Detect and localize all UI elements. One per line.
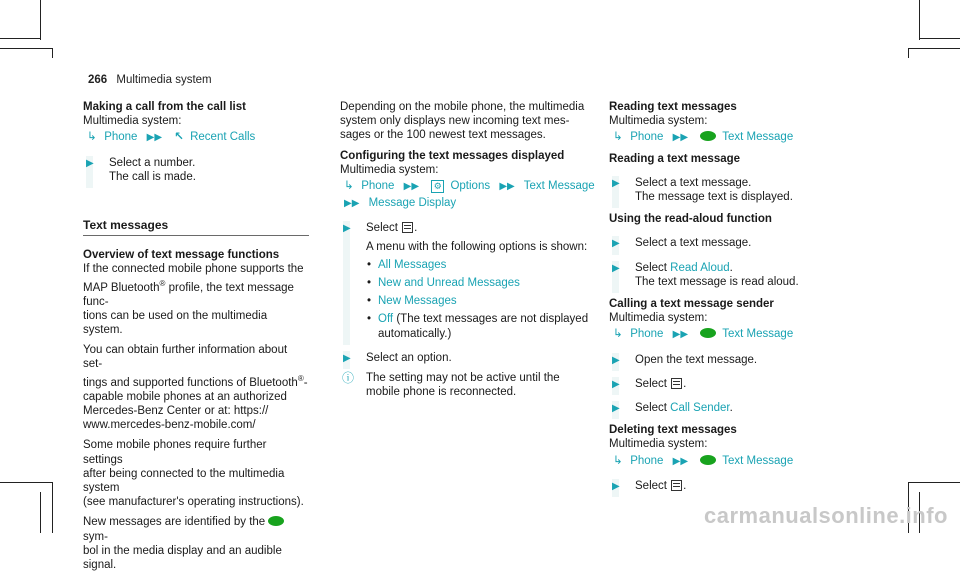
line: Select Call Sender.	[635, 402, 733, 415]
option-all-messages[interactable]: All Messages	[378, 258, 447, 271]
crop-mark	[40, 492, 41, 533]
step-arrow-icon: ▶	[612, 480, 620, 492]
menu-icon	[671, 378, 682, 389]
step-text: Select a text message.	[635, 237, 752, 250]
heading-reading: Reading text messages	[609, 101, 737, 113]
crop-mark	[908, 48, 960, 49]
bullet-icon: •	[367, 313, 372, 326]
bullet-icon: •	[367, 258, 372, 271]
line: www.mercedes-benz-mobile.com/	[83, 419, 256, 432]
step	[609, 176, 871, 204]
text: -	[303, 376, 308, 389]
text: Select	[635, 261, 667, 274]
step-arrow-icon: ▶	[612, 378, 620, 390]
text: (The text messages are not displayed	[393, 313, 589, 326]
path-text-message[interactable]: Text Message	[722, 328, 794, 341]
running-header	[88, 74, 212, 86]
path-separator-icon: ▶▶	[672, 132, 689, 144]
column-2	[340, 100, 602, 399]
text: Select	[635, 402, 667, 415]
path-text-message[interactable]: Text Message	[722, 131, 794, 144]
call-sender-link[interactable]: Call Sender	[670, 402, 730, 415]
header-title: Multimedia system	[116, 74, 212, 86]
paragraph	[83, 515, 309, 572]
call-list-icon: ↖	[174, 131, 184, 144]
text: automatically.)	[378, 327, 452, 340]
step	[340, 221, 602, 340]
message-icon	[268, 516, 284, 526]
path-phone[interactable]: Phone	[630, 454, 664, 467]
text: tings and supported functions of Bluetooth	[83, 376, 298, 389]
menu-icon	[402, 222, 413, 233]
note	[340, 371, 602, 399]
system-label: Multimedia system:	[83, 115, 182, 128]
line	[83, 277, 309, 309]
list-item	[366, 276, 602, 290]
paragraph	[83, 438, 309, 509]
option-new-unread[interactable]: New and Unread Messages	[378, 277, 520, 290]
step-text: Select a text message.	[635, 176, 752, 189]
info-icon: ⓘ	[342, 371, 355, 386]
step	[609, 401, 871, 415]
path-separator-icon: ▶▶	[672, 455, 689, 467]
list-item	[366, 258, 602, 272]
path-options[interactable]: Options	[450, 180, 491, 193]
bullet-icon: •	[367, 295, 372, 308]
return-arrow-icon: ↳	[344, 180, 354, 193]
system-label: Multimedia system:	[609, 115, 708, 128]
line: The setting may not be active until the	[366, 372, 560, 385]
heading-overview: Overview of text message functions	[83, 249, 280, 262]
step	[83, 156, 309, 184]
path-separator-icon: ▶▶	[146, 132, 163, 144]
line: Select .	[635, 479, 687, 492]
line: bol in the media display and an audible signal.	[83, 544, 282, 571]
line: tions can be used on the multimedia system.	[83, 309, 268, 337]
option-off[interactable]: Off	[378, 313, 394, 326]
nav-path-continued	[340, 196, 602, 211]
step	[609, 479, 871, 493]
line: Some mobile phones require further settings	[83, 439, 267, 466]
return-arrow-icon: ↳	[613, 131, 623, 144]
path-phone[interactable]: Phone	[630, 328, 664, 341]
step	[609, 261, 871, 289]
path-phone[interactable]: Phone	[630, 131, 664, 144]
menu-icon	[671, 480, 682, 491]
step-text: Select an option.	[366, 351, 452, 364]
system-label: Multimedia system:	[609, 312, 708, 325]
line: You can obtain further information about set-	[83, 344, 288, 371]
text: Select	[635, 377, 667, 390]
text: Select	[635, 479, 667, 492]
step	[340, 351, 602, 365]
column-1	[83, 100, 309, 578]
nav-path	[340, 179, 602, 194]
step-arrow-icon: ▶	[612, 354, 620, 366]
line	[83, 372, 309, 390]
step	[609, 377, 871, 391]
path-separator-icon: ▶▶	[403, 181, 420, 193]
nav-path	[609, 130, 871, 145]
crop-mark	[0, 482, 52, 483]
read-aloud-link[interactable]: Read Aloud	[670, 261, 730, 274]
line: If the connected mobile phone supports the	[83, 263, 304, 276]
list-item	[366, 294, 602, 308]
line: Mercedes-Benz Center or at: https://	[83, 404, 269, 417]
crop-mark	[52, 482, 53, 533]
text: profile, the text message func-	[83, 281, 294, 308]
path-message-display[interactable]: Message Display	[368, 197, 457, 210]
path-recent-calls[interactable]: Recent Calls	[190, 131, 256, 144]
crop-mark	[0, 38, 40, 39]
heading-configuring: Configuring the text messages displayed	[340, 149, 565, 162]
system-label: Multimedia system:	[609, 438, 708, 451]
paragraph	[340, 100, 602, 143]
text: Select	[366, 222, 398, 235]
step-arrow-icon: ▶	[612, 177, 620, 189]
options-icon: ⚙	[431, 180, 444, 193]
heading-read-aloud: Using the read-aloud function	[609, 213, 772, 226]
step-result: The call is made.	[109, 170, 196, 183]
line: (see manufacturer's operating instructions).	[83, 496, 304, 509]
step-result: A menu with the following options is shown:	[366, 240, 588, 253]
step	[609, 236, 871, 250]
step-arrow-icon: ▶	[343, 223, 351, 235]
step-arrow-icon: ▶	[86, 157, 94, 169]
message-icon	[700, 328, 716, 338]
line: capable mobile phones at an authorized	[83, 390, 287, 403]
step-result: The text message is read aloud.	[635, 275, 799, 288]
column-3	[609, 100, 871, 493]
crop-mark	[908, 482, 960, 483]
message-icon	[700, 131, 716, 141]
line: sages or the 100 newest text messages.	[340, 129, 546, 142]
step-text: Select a number.	[109, 156, 196, 169]
path-separator-icon: ▶▶	[344, 198, 360, 210]
path-phone[interactable]: Phone	[361, 180, 395, 193]
registered-mark: ®	[297, 373, 304, 383]
option-new-messages[interactable]: New Messages	[378, 295, 457, 308]
line: Select Read Aloud.	[635, 261, 733, 274]
page-number: 266	[88, 74, 108, 86]
text: New messages are identified by the	[83, 516, 266, 529]
heading-deleting: Deleting text messages	[609, 424, 737, 437]
crop-mark	[40, 0, 41, 40]
registered-mark: ®	[159, 278, 166, 288]
step-arrow-icon: ▶	[612, 238, 620, 250]
line: Select .	[635, 377, 687, 390]
step-arrow-icon: ▶	[343, 352, 351, 364]
watermark: carmanualsonline.info	[704, 503, 948, 528]
path-separator-icon: ▶▶	[672, 329, 689, 341]
nav-path	[609, 454, 871, 469]
heading-calling-sender: Calling a text message sender	[609, 298, 774, 311]
path-text-message[interactable]: Text Message	[523, 180, 595, 193]
nav-path	[83, 130, 309, 145]
line: Depending on the mobile phone, the multimedia	[340, 101, 585, 113]
crop-mark	[920, 38, 960, 39]
crop-mark	[908, 48, 909, 58]
path-text-message[interactable]: Text Message	[722, 454, 794, 467]
text: MAP Bluetooth	[83, 281, 160, 294]
step-text: Open the text message.	[635, 353, 758, 366]
system-label: Multimedia system:	[340, 163, 439, 176]
return-arrow-icon: ↳	[613, 454, 623, 467]
step-arrow-icon: ▶	[612, 262, 620, 274]
line	[83, 515, 309, 543]
line: after being connected to the multimedia system	[83, 467, 285, 494]
section-text-messages: Text messages	[83, 218, 309, 236]
nav-path	[609, 327, 871, 342]
text: sym-	[83, 530, 108, 543]
paragraph	[83, 343, 309, 432]
step-bar	[343, 221, 350, 344]
line: system only displays new incoming text mes-	[340, 115, 570, 128]
return-arrow-icon: ↳	[87, 131, 97, 144]
line: Select .	[366, 222, 418, 235]
line: mobile phone is reconnected.	[366, 386, 517, 399]
step-result: The message text is displayed.	[635, 191, 793, 204]
crop-mark	[52, 48, 53, 58]
return-arrow-icon: ↳	[613, 328, 623, 341]
step-arrow-icon: ▶	[612, 403, 620, 415]
crop-mark	[919, 0, 920, 40]
message-icon	[700, 455, 716, 465]
heading-reading-one: Reading a text message	[609, 152, 741, 165]
paragraph	[83, 262, 309, 337]
step	[609, 353, 871, 367]
path-phone[interactable]: Phone	[104, 131, 138, 144]
list-item	[366, 312, 602, 340]
heading-call-list: Making a call from the call list	[83, 101, 246, 113]
crop-mark	[0, 48, 52, 49]
bullet-icon: •	[367, 277, 372, 290]
path-separator-icon: ▶▶	[499, 181, 515, 193]
